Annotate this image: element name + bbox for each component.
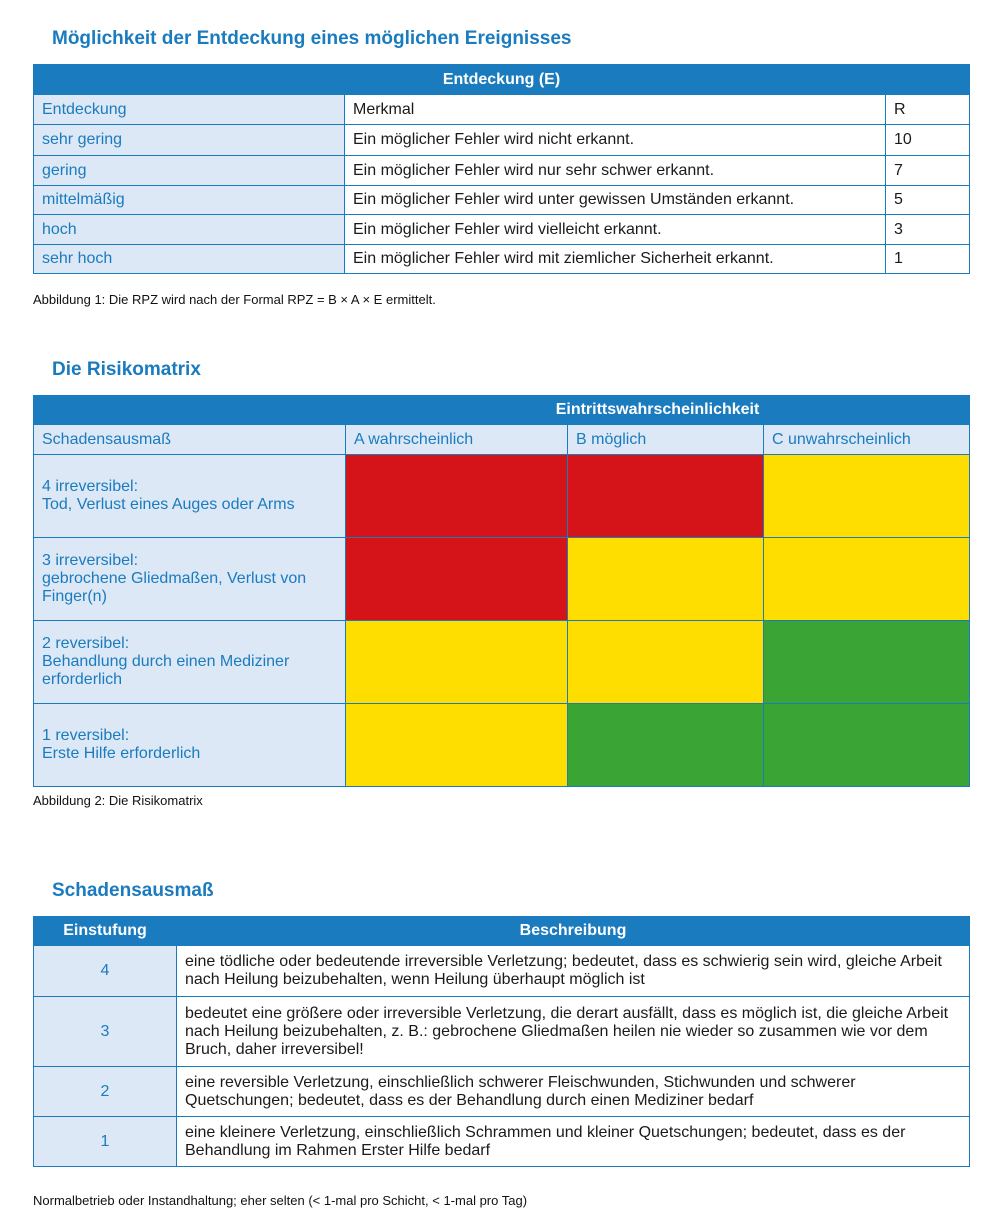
detection-feature: Ein möglicher Fehler wird nicht erkannt. [345, 125, 886, 156]
detection-r-value: 1 [886, 245, 970, 274]
footer-note: Normalbetrieb oder Instandhaltung; eher selten (< 1-mal pro Schicht, < 1-mal pro Tag) [33, 1193, 528, 1208]
risk-cell-red [568, 455, 764, 538]
grade-description: bedeutet eine größere oder irreversible Verletzung, die derart ausfällt, dass es möglich ist, die gleiche Arbeit nach Heilung beizubehalten, z. B.: gebrochene Gliedmaßen heilen nie wieder so zusammen wie vor dem Bruch, daher irreversibel! [177, 997, 970, 1067]
risk-cell-yellow [568, 538, 764, 621]
table-row [34, 946, 970, 997]
matrix-row-header: Schadensausmaß [34, 425, 346, 455]
risk-cell-yellow [764, 538, 970, 621]
grade-description: eine kleinere Verletzung, einschließlich Schrammen und kleiner Quetschungen; bedeutet, dass es der Behandlung im Rahmen Erster Hilfe bedarf [177, 1117, 970, 1167]
table-row [34, 215, 970, 245]
detection-r-value: 5 [886, 186, 970, 215]
table-row [34, 1067, 970, 1117]
table-row [34, 245, 970, 274]
matrix-row [34, 621, 970, 704]
detection-table-title: Entdeckung (E) [34, 65, 970, 95]
detection-level: sehr gering [34, 125, 345, 156]
severity-description: Behandlung durch einen Mediziner erforderlich [42, 653, 290, 688]
table-row [34, 156, 970, 186]
section-heading-detection: Möglichkeit der Entdeckung eines möglichen Ereignisses [52, 28, 572, 49]
severity-description: Erste Hilfe erforderlich [42, 745, 201, 762]
severity-label [34, 538, 346, 621]
detection-level: mittelmäßig [34, 186, 345, 215]
risk-cell-red [346, 455, 568, 538]
detection-level: sehr hoch [34, 245, 345, 274]
section-heading-damage-extent: Schadensausmaß [52, 880, 214, 901]
risk-cell-green [568, 704, 764, 787]
severity-description: gebrochene Gliedmaßen, Verlust von Finger(n) [42, 570, 307, 605]
grade-description: eine reversible Verletzung, einschließlich schwerer Fleischwunden, Stichwunden und schwerer Quetschungen; bedeutet, dass es der Behandlung durch einen Mediziner bedarf [177, 1067, 970, 1117]
table-row [34, 186, 970, 215]
risk-cell-yellow [764, 455, 970, 538]
severity-title: 3 irreversibel: [42, 552, 139, 569]
risk-cell-green [764, 621, 970, 704]
grade-value: 1 [34, 1117, 177, 1167]
risk-matrix-table [33, 395, 970, 787]
risk-cell-yellow [346, 704, 568, 787]
matrix-column-c: C unwahrscheinlich [764, 425, 970, 455]
column-header-r: R [886, 95, 970, 125]
column-header-detection: Entdeckung [34, 95, 345, 125]
matrix-row [34, 538, 970, 621]
detection-r-value: 3 [886, 215, 970, 245]
column-header-feature: Merkmal [345, 95, 886, 125]
column-header-description: Beschreibung [177, 917, 970, 946]
risk-cell-yellow [346, 621, 568, 704]
grade-value: 4 [34, 946, 177, 997]
section-heading-risk-matrix: Die Risikomatrix [52, 359, 201, 380]
detection-level: gering [34, 156, 345, 186]
risk-cell-yellow [568, 621, 764, 704]
detection-feature: Ein möglicher Fehler wird nur sehr schwer erkannt. [345, 156, 886, 186]
severity-label [34, 455, 346, 538]
matrix-row [34, 455, 970, 538]
risk-cell-red [346, 538, 568, 621]
detection-feature: Ein möglicher Fehler wird mit ziemlicher Sicherheit erkannt. [345, 245, 886, 274]
matrix-row [34, 704, 970, 787]
severity-title: 4 irreversibel: [42, 478, 139, 495]
risk-cell-green [764, 704, 970, 787]
figure-caption-1: Abbildung 1: Die RPZ wird nach der Formal RPZ = B × A × E ermittelt. [33, 292, 436, 307]
severity-title: 1 reversibel: [42, 727, 130, 744]
severity-label [34, 704, 346, 787]
table-row [34, 997, 970, 1067]
grade-value: 3 [34, 997, 177, 1067]
damage-extent-table [33, 916, 970, 1167]
detection-feature: Ein möglicher Fehler wird vielleicht erkannt. [345, 215, 886, 245]
severity-label [34, 621, 346, 704]
detection-table [33, 64, 970, 274]
grade-value: 2 [34, 1067, 177, 1117]
detection-r-value: 7 [886, 156, 970, 186]
grade-description: eine tödliche oder bedeutende irreversible Verletzung; bedeutet, dass es schwierig sein wird, gleiche Arbeit nach Heilung beizubehalten, wenn Heilung überhaupt möglich ist [177, 946, 970, 997]
detection-feature: Ein möglicher Fehler wird unter gewissen Umständen erkannt. [345, 186, 886, 215]
figure-caption-2: Abbildung 2: Die Risikomatrix [33, 793, 203, 808]
detection-r-value: 10 [886, 125, 970, 156]
severity-title: 2 reversibel: [42, 635, 130, 652]
detection-level: hoch [34, 215, 345, 245]
matrix-header-empty [34, 396, 346, 425]
matrix-column-a: A wahrscheinlich [346, 425, 568, 455]
severity-description: Tod, Verlust eines Auges oder Arms [42, 496, 295, 513]
matrix-header-probability: Eintrittswahrscheinlichkeit [346, 396, 970, 425]
table-row [34, 125, 970, 156]
column-header-grade: Einstufung [34, 917, 177, 946]
table-row [34, 1117, 970, 1167]
matrix-column-b: B möglich [568, 425, 764, 455]
